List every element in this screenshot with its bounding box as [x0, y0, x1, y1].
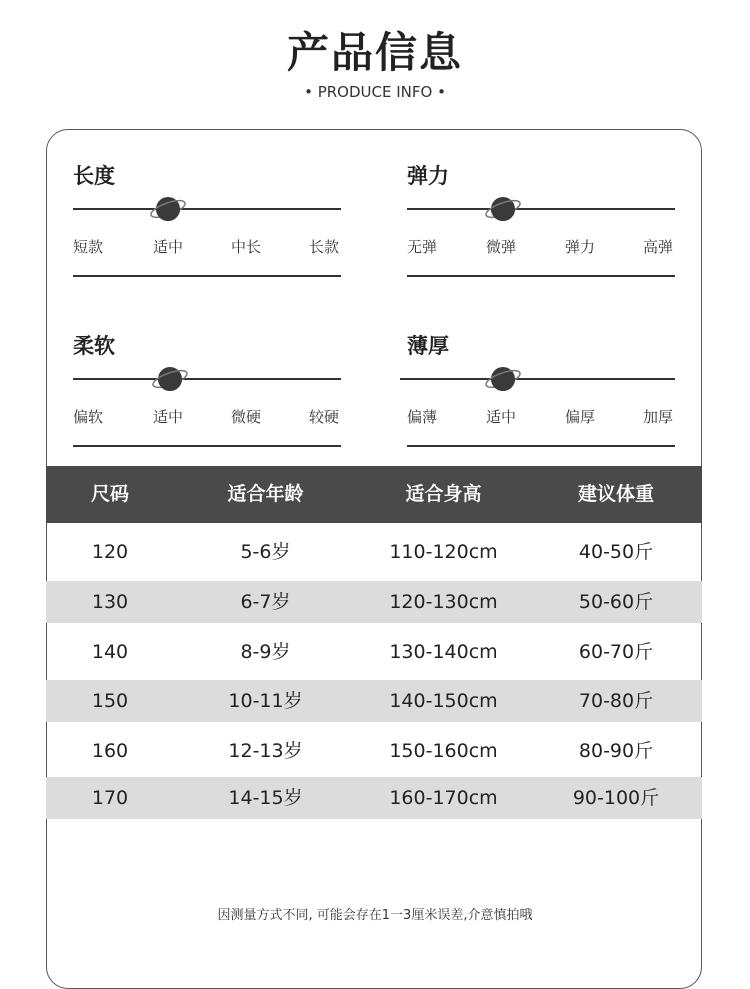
- table-row: [46, 581, 702, 623]
- header-weight: 建议体重: [577, 483, 654, 505]
- attr-title: 长度: [73, 164, 115, 188]
- attr-title: 弹力: [407, 164, 449, 188]
- cell-age: 10-11岁: [228, 690, 303, 712]
- attr-option: 短款: [73, 238, 104, 256]
- cell-weight: 50-60斤: [578, 591, 654, 613]
- cell-weight: 80-90斤: [578, 740, 654, 762]
- cell-height: 120-130cm: [389, 591, 498, 613]
- cell-height: 110-120cm: [389, 541, 498, 563]
- attr-option: 无弹: [407, 238, 438, 256]
- cell-age: 14-15岁: [228, 787, 303, 809]
- table-row: [46, 730, 702, 772]
- table-row: [46, 531, 702, 573]
- cell-size: 160: [91, 740, 129, 762]
- planet-icon: [151, 362, 189, 396]
- cell-age: 12-13岁: [228, 740, 303, 762]
- attr-divider: [407, 445, 675, 447]
- attr-option-selected: 适中: [153, 408, 184, 426]
- attr-option: 长款: [309, 238, 340, 256]
- planet-icon: [484, 362, 522, 396]
- attr-scale-line: [73, 378, 341, 380]
- attr-option: 中长: [231, 238, 262, 256]
- cell-size: 140: [91, 641, 129, 663]
- attr-divider: [407, 275, 675, 277]
- cell-height: 160-170cm: [389, 787, 498, 809]
- table-row: [46, 680, 702, 722]
- planet-icon: [484, 192, 522, 226]
- page-subtitle: • PRODUCE INFO •: [304, 83, 446, 101]
- cell-weight: 40-50斤: [578, 541, 654, 563]
- attr-option: 偏薄: [407, 408, 438, 426]
- attr-option: 高弹: [643, 238, 674, 256]
- attr-option-selected: 适中: [153, 238, 184, 256]
- attr-scale-line: [73, 208, 341, 210]
- attr-divider: [73, 275, 341, 277]
- header-height: 适合身高: [405, 483, 482, 505]
- attr-option: 较硬: [309, 408, 340, 426]
- cell-size: 130: [91, 591, 129, 613]
- page-title: 产品信息: [286, 28, 463, 77]
- cell-height: 150-160cm: [389, 740, 498, 762]
- header-size: 尺码: [90, 483, 129, 505]
- attr-option: 偏厚: [565, 408, 596, 426]
- attr-title: 柔软: [73, 334, 115, 358]
- planet-icon: [149, 192, 187, 226]
- attr-divider: [73, 445, 341, 447]
- table-row: [46, 631, 702, 673]
- attr-scale-line: [400, 378, 675, 380]
- table-row: [46, 777, 702, 819]
- attr-option-selected: 适中: [486, 408, 517, 426]
- attr-option: 加厚: [643, 408, 674, 426]
- cell-size: 170: [91, 787, 129, 809]
- header-age: 适合年龄: [227, 483, 304, 505]
- cell-age: 6-7岁: [240, 591, 291, 613]
- cell-weight: 70-80斤: [578, 690, 654, 712]
- cell-age: 8-9岁: [240, 641, 291, 663]
- size-table-header: [46, 466, 702, 523]
- cell-size: 150: [91, 690, 129, 712]
- attr-option: 微硬: [231, 408, 262, 426]
- attr-option: 弹力: [565, 238, 596, 256]
- measurement-note: 因测量方式不同, 可能会存在1一3厘米误差,介意慎拍哦: [217, 908, 533, 923]
- attr-option-selected: 微弹: [486, 238, 517, 256]
- cell-weight: 60-70斤: [578, 641, 654, 663]
- attr-scale-line: [407, 208, 675, 210]
- cell-size: 120: [91, 541, 129, 563]
- cell-weight: 90-100斤: [572, 787, 660, 809]
- attr-option: 偏软: [73, 408, 104, 426]
- cell-height: 130-140cm: [389, 641, 498, 663]
- attr-title: 薄厚: [407, 334, 449, 358]
- cell-height: 140-150cm: [389, 690, 498, 712]
- cell-age: 5-6岁: [240, 541, 291, 563]
